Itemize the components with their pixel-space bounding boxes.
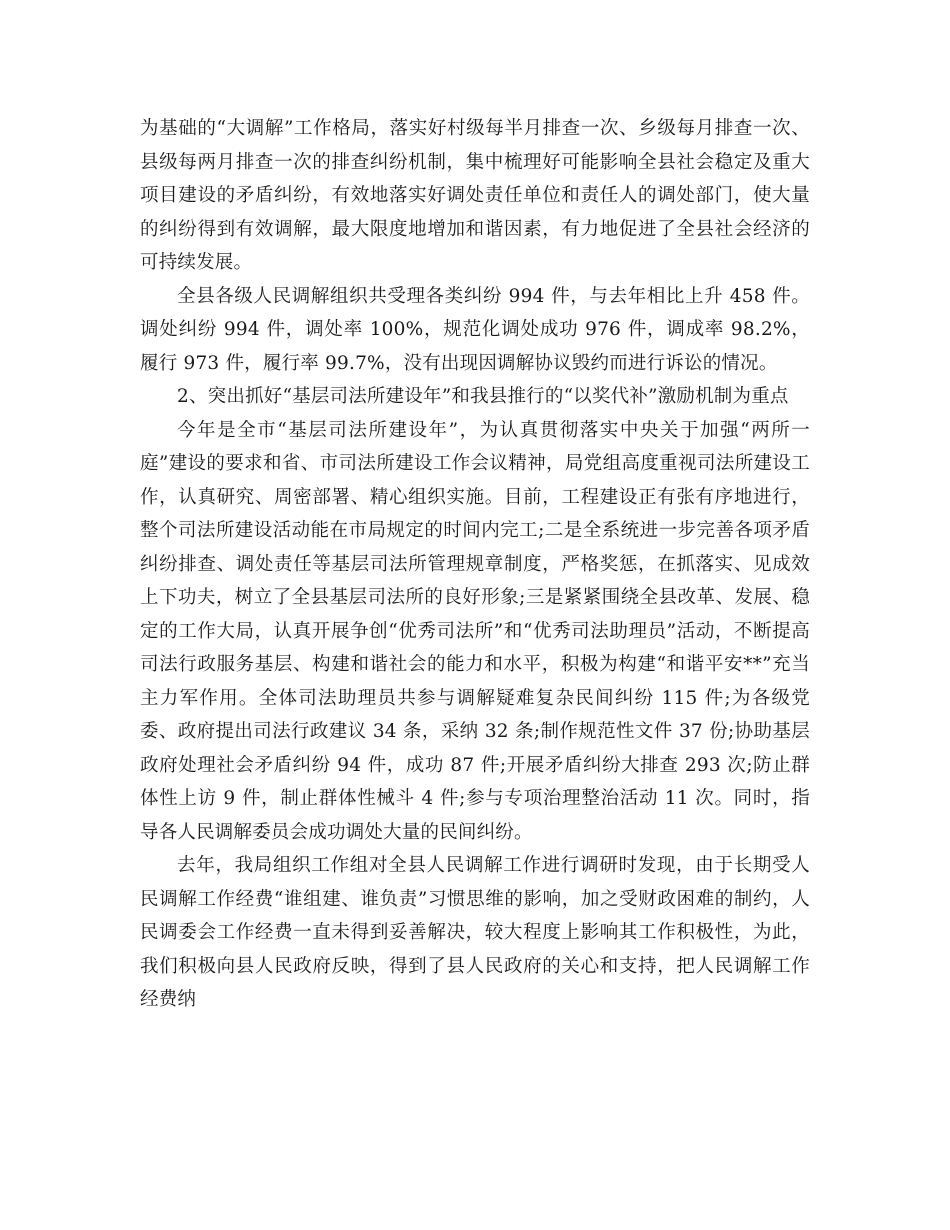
document-body — [140, 112, 810, 1017]
paragraph-statistics: 全县各级人民调解组织共受理各类纠纷 994 件，与去年相比上升 458 件。调处纠纷 994 件，调处率 100%，规范化调处成功 976 件，调成率 98.2%，履行 973 件，履行率 99.7%，没有出现因调解协议毁约而进行诉讼的情况。 — [140, 285, 810, 374]
paragraph-continuation: 为基础的“大调解”工作格局，落实好村级每半月排查一次、乡级每月排查一次、县级每两月排查一次的排查纠纷机制，集中梳理好可能影响全县社会稳定及重大项目建设的矛盾纠纷，有效地落实好调处责任单位和责任人的调处部门，使大量的纠纷得到有效调解，最大限度地增加和谐因素，有力地促进了全县社会经济的可持续发展。 — [140, 118, 810, 273]
section-heading: 2、突出抓好“基层司法所建设年”和我县推行的“以奖代补”激励机制为重点 — [177, 386, 789, 407]
paragraph-judicial-office: 今年是全市“基层司法所建设年”，为认真贯彻落实中央关于加强“两所一庭”建设的要求和省、市司法所建设工作会议精神，局党组高度重视司法所建设工作，认真研究、周密部署、精心组织实施。目前，工程建设正有张有序地进行，整个司法所建设活动能在市局规定的时间内完工;二是全系统进一步完善各项矛盾纠纷排查、调处责任等基层司法所管理规章制度，严格奖惩，在抓落实、见成效上下功夫，树立了全县基层司法所的良好形象;三是紧紧围绕全县改革、发展、稳定的工作大局，认真开展争创“优秀司法所”和“优秀司法助理员”活动，不断提高司法行政服务基层、构建和谐社会的能力和水平，积极为构建“和谐平安**”充当主力军作用。全体司法助理员共参与调解疑难复杂民间纠纷 115 件;为各级党委、政府提出司法行政建议 34 条，采纳 32 条;制作规范性文件 37 份;协助基层政府处理社会矛盾纠纷 94 件，成功 87 件;开展矛盾纠纷大排查 293 次;防止群体性上访 9 件，制止群体性械斗 4 件;参与专项治理整治活动 11 次。同时，指导各人民调解委员会成功调处大量的民间纠纷。 — [140, 419, 810, 843]
paragraph-funding: 去年，我局组织工作组对全县人民调解工作进行调研时发现，由于长期受人民调解工作经费“谁组建、谁负责”习惯思维的影响，加之受财政困难的制约，人民调委会工作经费一直未得到妥善解决，较大程度上影响其工作积极性，为此，我们积极向县人民政府反映，得到了县人民政府的关心和支持，把人民调解工作经费纳 — [140, 855, 810, 1010]
